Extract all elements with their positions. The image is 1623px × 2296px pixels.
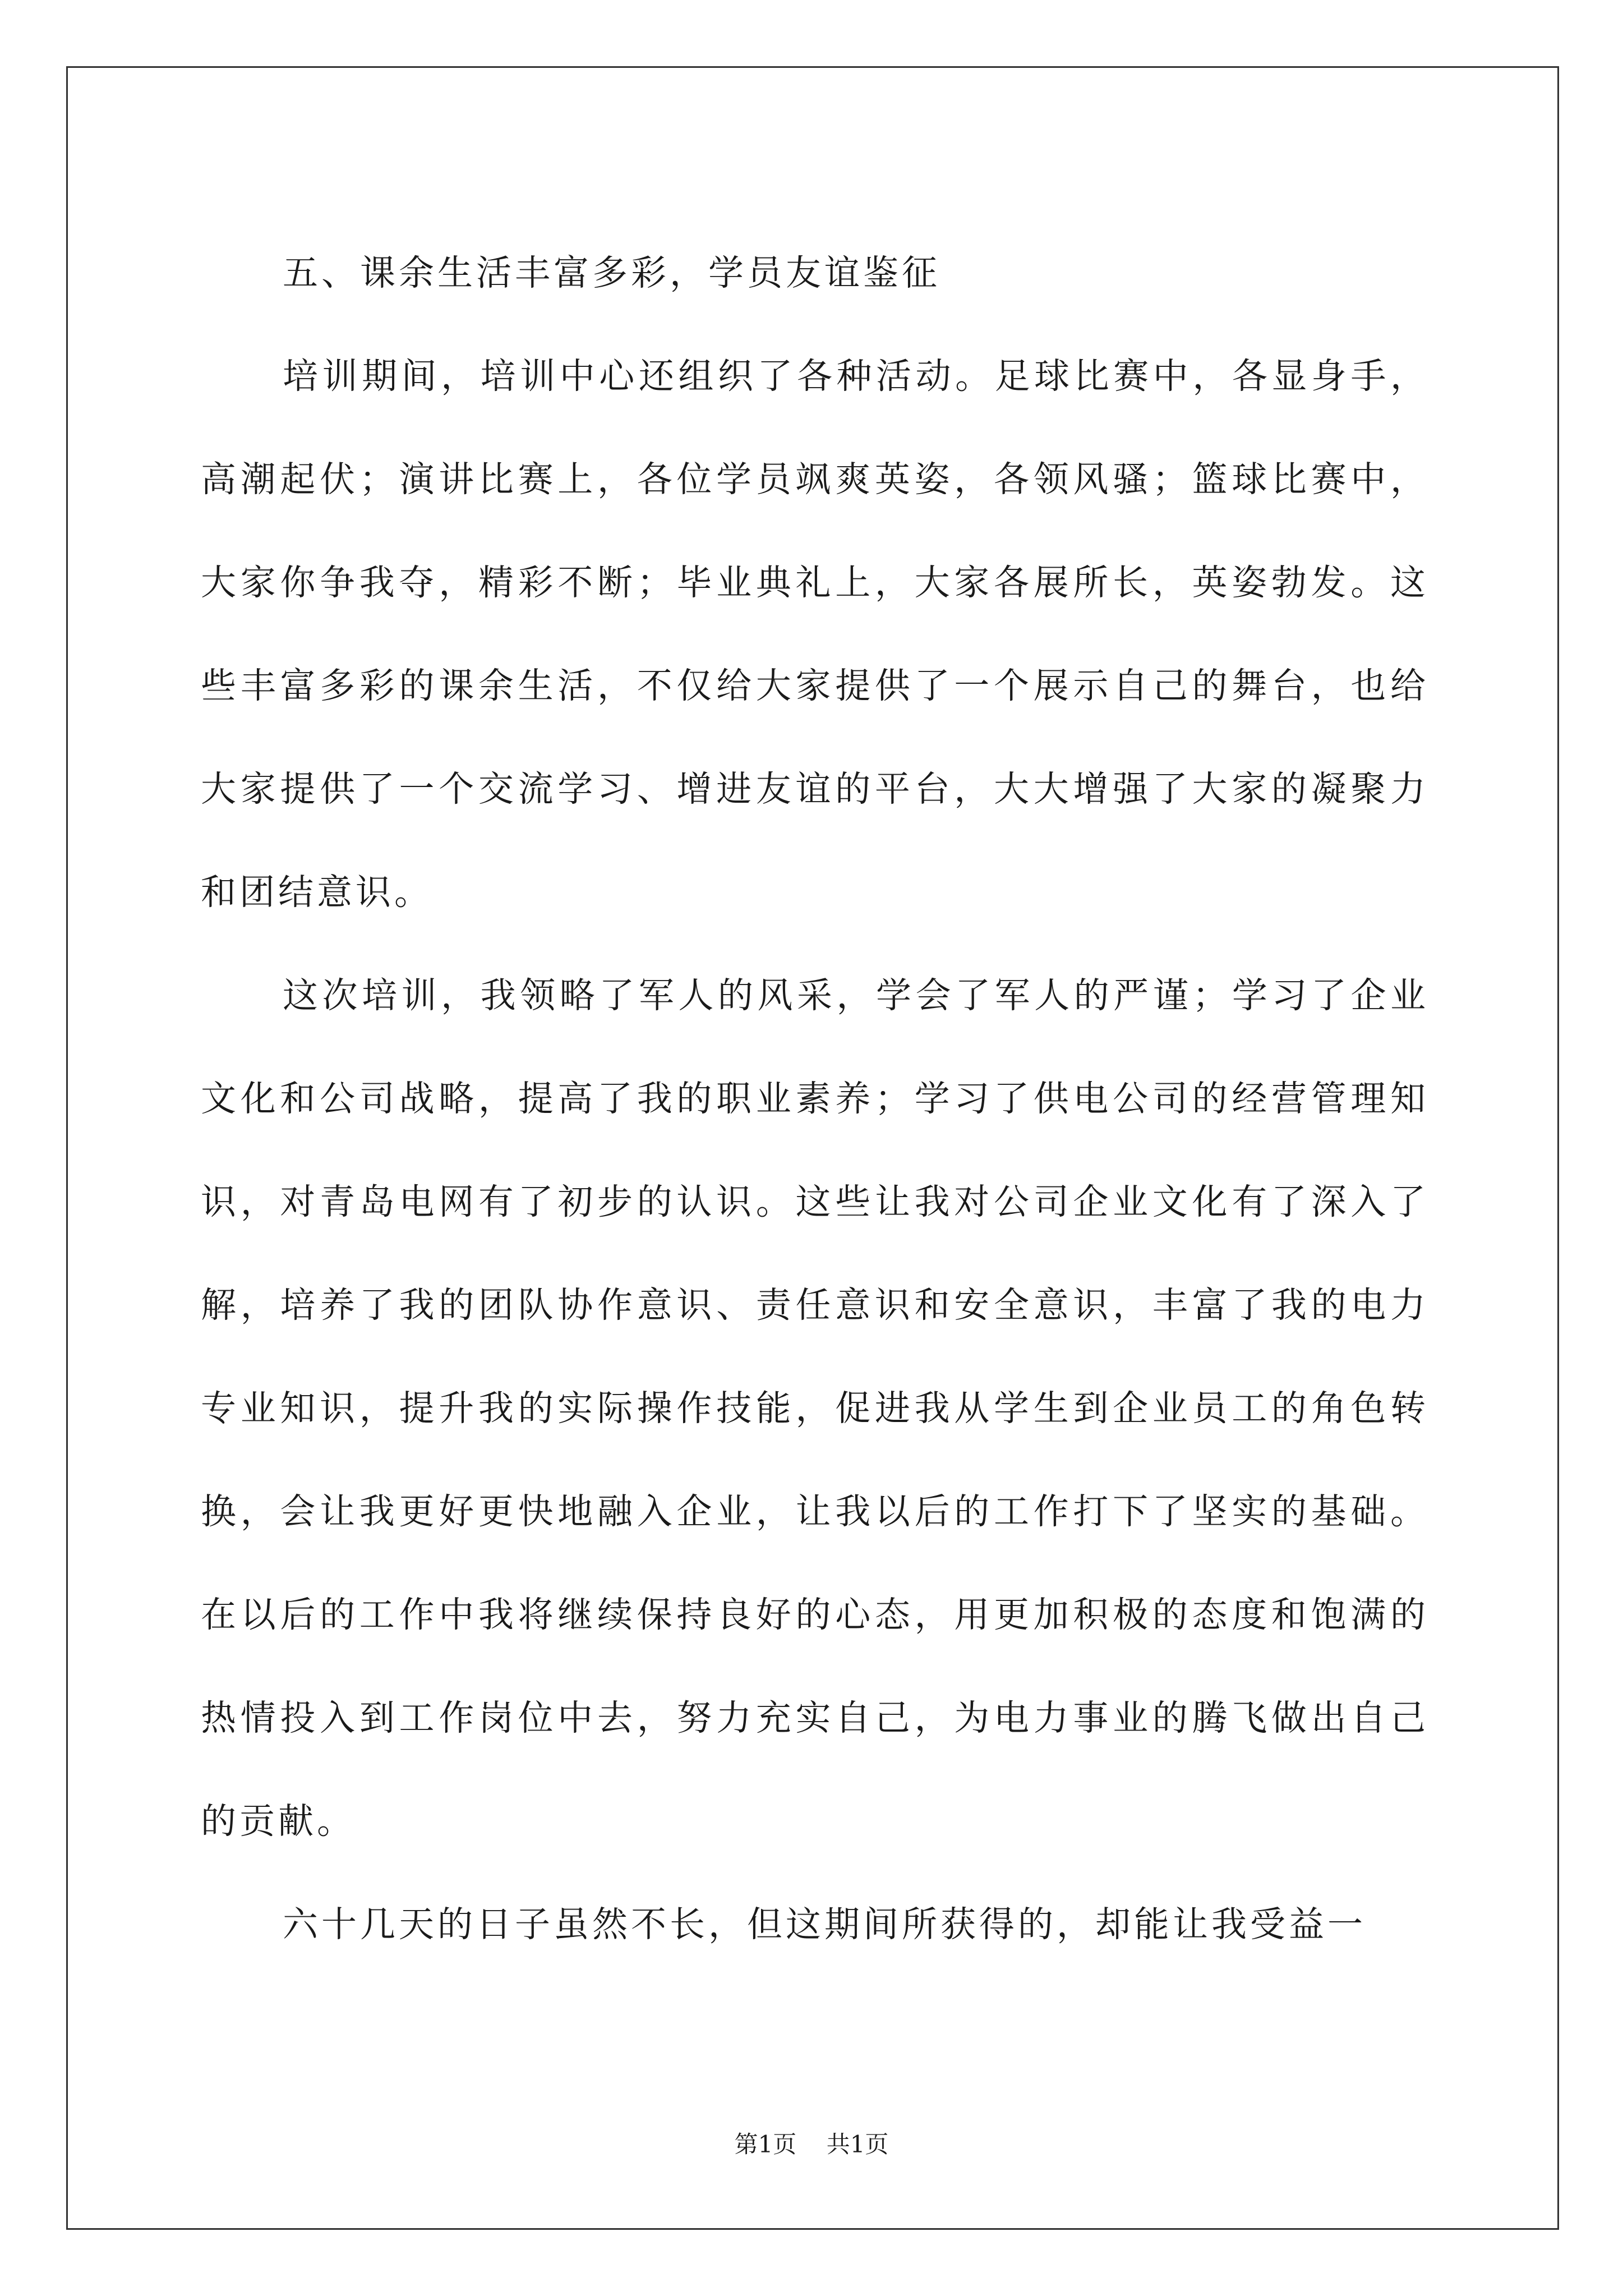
- document-body: [201, 222, 1429, 1976]
- paragraph: 这次培训，我领略了军人的风采，学会了军人的严谨；学习了企业文化和公司战略，提高了我的职业素养；学习了供电公司的经营管理知识，对青岛电网有了初步的认识。这些让我对公司企业文化有了深入了解，培养了我的团队协作意识、责任意识和安全意识，丰富了我的电力专业知识，提升我的实际操作技能，促进我从学生到企业员工的角色转换，会让我更好更快地融入企业，让我以后的工作打下了坚实的基础。在以后的工作中我将继续保持良好的心态，用更加积极的态度和饱满的热情投入到工作岗位中去，努力充实自己，为电力事业的腾飞做出自己的贡献。: [201, 975, 1429, 1842]
- section-heading: 五、课余生活丰富多彩，学员友谊鉴征: [283, 252, 940, 293]
- footer-gap: [796, 2131, 826, 2158]
- paragraph: 培训期间，培训中心还组织了各种活动。足球比赛中，各显身手，高潮起伏；演讲比赛上，各位学员飒爽英姿，各领风骚；篮球比赛中，大家你争我夺，精彩不断；毕业典礼上，大家各展所长，英姿勃发。这些丰富多彩的课余生活，不仅给大家提供了一个展示自己的舞台，也给大家提供了一个交流学习、增进友谊的平台，大大增强了大家的凝聚力和团结意识。: [201, 356, 1429, 913]
- page-number: 第1页: [734, 2131, 797, 2158]
- page-footer: [0, 2126, 1623, 2160]
- paragraph: 六十几天的日子虽然不长，但这期间所获得的，却能让我受益一: [283, 1904, 1366, 1945]
- page-total: 共1页: [826, 2131, 889, 2158]
